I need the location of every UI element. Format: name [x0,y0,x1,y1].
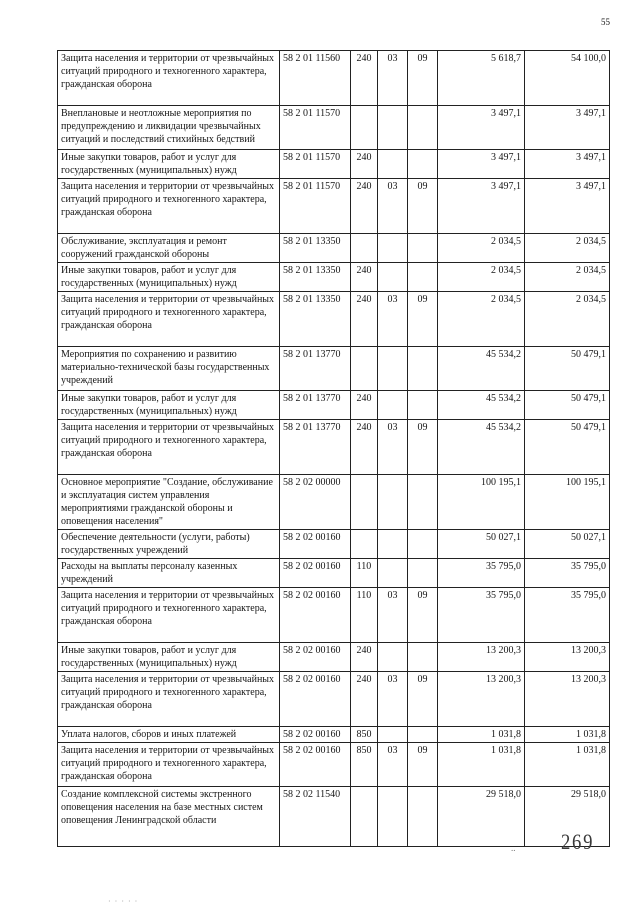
cell-expense-type [351,106,378,150]
scan-mark: .. [511,843,516,853]
cell-expense-type [351,475,378,530]
cell-amount-2: 50 479,1 [525,420,610,475]
cell-expense-type [351,787,378,847]
table-row [58,559,610,588]
cell-expense-type: 110 [351,559,378,588]
cell-expense-type: 850 [351,743,378,787]
cell-section [378,106,408,150]
cell-subsection [408,234,438,263]
table-row [58,727,610,743]
cell-subsection [408,106,438,150]
cell-amount-2: 1 031,8 [525,727,610,743]
table-row [58,588,610,643]
cell-section: 03 [378,51,408,106]
cell-expense-type: 850 [351,727,378,743]
cell-amount-1: 50 027,1 [438,530,525,559]
cell-subsection [408,643,438,672]
cell-name: Уплата налогов, сборов и иных платежей [58,727,280,743]
cell-section: 03 [378,672,408,727]
cell-target-code: 58 2 01 13770 [280,391,351,420]
cell-name: Защита населения и территории от чрезвычайных ситуаций природного и техногенного характера, гражданская оборона [58,420,280,475]
cell-expense-type: 240 [351,292,378,347]
table-row [58,672,610,727]
cell-subsection: 09 [408,743,438,787]
cell-target-code: 58 2 01 13350 [280,234,351,263]
cell-name: Обслуживание, эксплуатация и ремонт сооружений гражданской обороны [58,234,280,263]
cell-amount-1: 3 497,1 [438,179,525,234]
cell-amount-1: 3 497,1 [438,150,525,179]
cell-amount-1: 45 534,2 [438,347,525,391]
cell-target-code: 58 2 02 00160 [280,530,351,559]
cell-section [378,150,408,179]
cell-target-code: 58 2 01 13350 [280,263,351,292]
cell-section [378,559,408,588]
cell-subsection: 09 [408,672,438,727]
cell-target-code: 58 2 02 00160 [280,672,351,727]
table-row [58,391,610,420]
cell-amount-1: 13 200,3 [438,672,525,727]
cell-section [378,643,408,672]
cell-amount-2: 50 479,1 [525,347,610,391]
cell-name: Создание комплексной системы экстренного оповещения населения на базе местных систем оповещения Ленинградской области [58,787,280,847]
table-row [58,263,610,292]
cell-subsection [408,787,438,847]
cell-name: Защита населения и территории от чрезвычайных ситуаций природного и техногенного характера, гражданская оборона [58,179,280,234]
cell-section [378,234,408,263]
cell-name: Внеплановые и неотложные мероприятия по предупреждению и ликвидации чрезвычайных ситуаций и последствий стихийных бедствий [58,106,280,150]
cell-amount-2: 13 200,3 [525,643,610,672]
table-row [58,787,610,847]
cell-amount-2: 29 518,0 [525,787,610,847]
cell-name: Расходы на выплаты персоналу казенных учреждений [58,559,280,588]
table-row [58,475,610,530]
page-stamp: 269 [561,829,595,854]
table-row [58,643,610,672]
cell-expense-type: 240 [351,150,378,179]
cell-target-code: 58 2 01 13770 [280,420,351,475]
cell-target-code: 58 2 02 00160 [280,559,351,588]
budget-table [57,50,610,847]
cell-subsection: 09 [408,588,438,643]
cell-section [378,787,408,847]
cell-name: Иные закупки товаров, работ и услуг для государственных (муниципальных) нужд [58,150,280,179]
cell-expense-type [351,234,378,263]
cell-name: Обеспечение деятельности (услуги, работы) государственных учреждений [58,530,280,559]
cell-expense-type [351,530,378,559]
cell-expense-type: 240 [351,179,378,234]
cell-amount-1: 45 534,2 [438,391,525,420]
cell-subsection [408,263,438,292]
cell-section: 03 [378,743,408,787]
cell-section [378,475,408,530]
cell-name: Защита населения и территории от чрезвычайных ситуаций природного и техногенного характера, гражданская оборона [58,292,280,347]
cell-amount-2: 1 031,8 [525,743,610,787]
cell-name: Иные закупки товаров, работ и услуг для государственных (муниципальных) нужд [58,263,280,292]
table-row [58,292,610,347]
cell-expense-type: 240 [351,51,378,106]
cell-subsection [408,530,438,559]
cell-subsection [408,391,438,420]
cell-expense-type: 240 [351,672,378,727]
cell-name: Основное мероприятие "Создание, обслуживание и эксплуатация систем управления мероприятиями гражданской обороны и оповещения населения" [58,475,280,530]
cell-amount-2: 2 034,5 [525,234,610,263]
cell-subsection [408,347,438,391]
table-row [58,150,610,179]
cell-subsection: 09 [408,179,438,234]
cell-amount-1: 2 034,5 [438,234,525,263]
cell-amount-2: 35 795,0 [525,588,610,643]
table-row [58,106,610,150]
cell-target-code: 58 2 01 11560 [280,51,351,106]
cell-amount-1: 3 497,1 [438,106,525,150]
cell-subsection [408,475,438,530]
cell-amount-2: 13 200,3 [525,672,610,727]
cell-target-code: 58 2 01 11570 [280,150,351,179]
table-row [58,420,610,475]
cell-amount-1: 13 200,3 [438,643,525,672]
cell-name: Защита населения и территории от чрезвычайных ситуаций природного и техногенного характера, гражданская оборона [58,51,280,106]
cell-subsection: 09 [408,292,438,347]
cell-target-code: 58 2 02 11540 [280,787,351,847]
cell-expense-type [351,347,378,391]
cell-subsection: 09 [408,420,438,475]
scan-dots: · · · · · [108,897,139,906]
cell-target-code: 58 2 01 11570 [280,179,351,234]
cell-subsection: 09 [408,51,438,106]
cell-amount-1: 45 534,2 [438,420,525,475]
cell-amount-1: 29 518,0 [438,787,525,847]
cell-section [378,391,408,420]
page-number: 55 [601,17,610,27]
cell-subsection [408,559,438,588]
cell-target-code: 58 2 02 00160 [280,588,351,643]
cell-section [378,263,408,292]
table-row [58,530,610,559]
cell-name: Иные закупки товаров, работ и услуг для государственных (муниципальных) нужд [58,643,280,672]
cell-target-code: 58 2 01 13350 [280,292,351,347]
cell-section: 03 [378,420,408,475]
table-row [58,347,610,391]
cell-amount-2: 2 034,5 [525,263,610,292]
cell-expense-type: 240 [351,420,378,475]
cell-name: Защита населения и территории от чрезвычайных ситуаций природного и техногенного характера, гражданская оборона [58,672,280,727]
cell-amount-1: 35 795,0 [438,559,525,588]
cell-amount-2: 54 100,0 [525,51,610,106]
cell-amount-1: 1 031,8 [438,743,525,787]
cell-target-code: 58 2 02 00160 [280,727,351,743]
table-row [58,234,610,263]
cell-section [378,727,408,743]
cell-amount-1: 5 618,7 [438,51,525,106]
cell-target-code: 58 2 02 00160 [280,743,351,787]
table-row [58,179,610,234]
cell-section [378,347,408,391]
cell-amount-2: 3 497,1 [525,179,610,234]
budget-table-body [58,51,610,847]
cell-amount-1: 35 795,0 [438,588,525,643]
cell-amount-2: 35 795,0 [525,559,610,588]
cell-amount-2: 3 497,1 [525,106,610,150]
cell-expense-type: 240 [351,391,378,420]
cell-name: Защита населения и территории от чрезвычайных ситуаций природного и техногенного характера, гражданская оборона [58,743,280,787]
cell-expense-type: 240 [351,643,378,672]
cell-expense-type: 240 [351,263,378,292]
cell-name: Мероприятия по сохранению и развитию материально-технической базы государственных учреждений [58,347,280,391]
cell-amount-1: 2 034,5 [438,292,525,347]
cell-subsection [408,150,438,179]
cell-section: 03 [378,292,408,347]
cell-section: 03 [378,588,408,643]
cell-target-code: 58 2 02 00160 [280,643,351,672]
cell-amount-2: 50 479,1 [525,391,610,420]
cell-subsection [408,727,438,743]
cell-amount-1: 2 034,5 [438,263,525,292]
table-row [58,743,610,787]
cell-amount-2: 3 497,1 [525,150,610,179]
cell-name: Иные закупки товаров, работ и услуг для государственных (муниципальных) нужд [58,391,280,420]
cell-name: Защита населения и территории от чрезвычайных ситуаций природного и техногенного характера, гражданская оборона [58,588,280,643]
cell-amount-1: 1 031,8 [438,727,525,743]
cell-amount-2: 50 027,1 [525,530,610,559]
table-row [58,51,610,106]
cell-target-code: 58 2 02 00000 [280,475,351,530]
cell-target-code: 58 2 01 13770 [280,347,351,391]
cell-amount-2: 100 195,1 [525,475,610,530]
cell-section: 03 [378,179,408,234]
cell-section [378,530,408,559]
cell-target-code: 58 2 01 11570 [280,106,351,150]
cell-amount-2: 2 034,5 [525,292,610,347]
cell-expense-type: 110 [351,588,378,643]
cell-amount-1: 100 195,1 [438,475,525,530]
